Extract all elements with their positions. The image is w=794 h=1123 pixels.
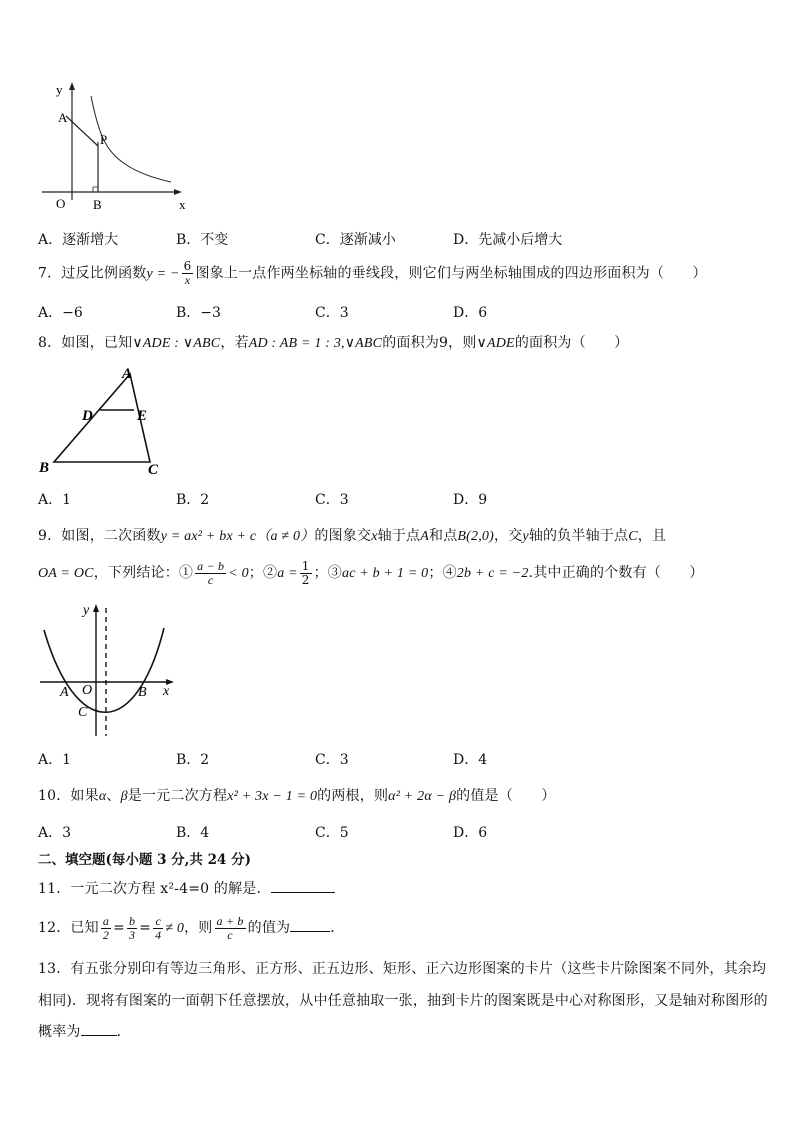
- fig9-label-C: C: [78, 705, 88, 720]
- q10-equation: x² + 3x − 1 = 0: [227, 789, 318, 804]
- q12-f2-den: 3: [128, 927, 136, 942]
- q9-f2-num: 1: [301, 558, 310, 573]
- q10-question: [38, 785, 556, 805]
- q9-function: y = ax² + bx + c（a ≠ 0）: [160, 529, 315, 544]
- q10-prefix: 10．如果: [38, 788, 99, 804]
- q12-answer-blank[interactable]: [290, 931, 330, 932]
- q12-suffix: 的值为: [247, 920, 291, 936]
- fig9-label-y: y: [83, 603, 90, 618]
- q9-option-b: B．2: [176, 752, 210, 768]
- q10-option-b: B．4: [176, 825, 210, 841]
- q9-lt-zero: < 0: [228, 566, 249, 581]
- fig6-label-y: y: [56, 82, 63, 97]
- q12-frac-a: [101, 915, 111, 942]
- q9-point-C: C: [628, 529, 638, 544]
- q12-f3-den: 4: [155, 927, 162, 942]
- q12-frac-c: [153, 915, 163, 942]
- q9-point-B: B(2,0): [457, 529, 494, 544]
- q7-option-b: B．−3: [176, 305, 221, 321]
- q9-f1-den: c: [195, 573, 226, 587]
- q13-line-3: [38, 1021, 131, 1041]
- q9-point-A: A: [420, 529, 430, 544]
- q9-text-c: 轴于点: [377, 528, 421, 544]
- q12-end: ．: [330, 920, 345, 936]
- q13-line-1: 13．有五张分别印有等边三角形、正方形、正五边形、矩形、正六边形图案的卡片（这些卡片除图案不同外，其余均: [38, 961, 767, 977]
- q8-text-2: ，若: [220, 335, 249, 351]
- q8-option-a: A．1: [38, 492, 72, 508]
- q7-option-c: C．3: [315, 305, 349, 321]
- q12-condition: ≠ 0: [165, 921, 185, 936]
- q8-option-d: D．9: [453, 492, 488, 508]
- q9-f1-num: a − b: [197, 558, 225, 573]
- q9-conclusion-3: ac + b + 1 = 0: [342, 566, 429, 581]
- q7-question: [38, 260, 707, 288]
- q13-end: ．: [116, 1024, 131, 1040]
- q9-text-b: 的图象交: [314, 528, 372, 544]
- fig9-label-x: x: [163, 684, 170, 699]
- fig9-label-B: B: [138, 685, 147, 700]
- q11-question: [38, 878, 335, 898]
- q9-a-eq: a =: [277, 566, 298, 581]
- q12-frac-target: [215, 915, 246, 942]
- q10-mid2: 的两根，则: [317, 788, 389, 804]
- q10-option-c: C．5: [315, 825, 349, 841]
- q8-triangle-ade: ∨ADE: [476, 336, 515, 351]
- q8-text-4: ，则: [448, 335, 477, 351]
- q9-text-2d: ；②: [248, 565, 278, 581]
- fig6-label-x: x: [179, 197, 186, 212]
- q8-text-3: 的面积为: [382, 335, 440, 351]
- q8-similar: ∨ADE : ∨ABC: [132, 336, 221, 351]
- q9-option-a: A．1: [38, 752, 72, 768]
- fig6-label-P: P: [100, 132, 108, 147]
- fig6-label-A: A: [58, 110, 68, 125]
- q7-option-a: A．−6: [38, 305, 83, 321]
- q9-figure: [36, 600, 186, 740]
- q9-text-2j: .其中正确的个数有（ ）: [528, 565, 704, 581]
- fig6-label-B: B: [93, 197, 102, 212]
- q9-text-g: ，且: [637, 528, 667, 544]
- q8-text-5: 的面积为（ ）: [514, 335, 629, 351]
- q7-prefix: 7．过反比例函数: [38, 265, 147, 282]
- q12-prefix: 12．已知: [38, 920, 99, 936]
- q12-frac-b: [127, 915, 137, 942]
- q9-y: y: [522, 529, 529, 544]
- fig8-label-E: E: [137, 408, 148, 424]
- fig8-label-C: C: [148, 462, 159, 478]
- q13-line-3-text: 概率为: [38, 1024, 81, 1040]
- fig9-label-O: O: [82, 683, 93, 698]
- q12-question: 12．已知 $\frac{a}{2}$ = $\frac{b}{3}$ = $\frac{c}{4}$ ≠ 0，则 $\frac{a + b}{c}$ 的值为 ．: [38, 913, 345, 942]
- q13-line-2: 相同)．现将有图案的一面朝下任意摆放，从中任意抽取一张，抽到卡片的图案既是中心对称图形，又是轴对称图形的: [38, 993, 768, 1009]
- q10-mid: 是一元二次方程: [127, 788, 228, 804]
- q10-sep: 、: [106, 788, 121, 804]
- q9-conclusion-4: 2b + c = −2: [456, 566, 529, 581]
- q9-x: x: [371, 529, 378, 544]
- fig8-label-D: D: [82, 408, 93, 424]
- q9-text-d: 和点: [429, 528, 458, 544]
- q12-f1-den: 2: [102, 927, 110, 942]
- q8-text-1: 8．如图，已知: [38, 335, 133, 351]
- q12-f1-num: a: [102, 913, 110, 928]
- q9-text-2h: ；④: [428, 565, 457, 581]
- q7-option-d: D．6: [453, 305, 488, 321]
- q9-text-f: 轴的负半轴于点: [528, 528, 629, 544]
- q6-option-b: B．不变: [176, 232, 229, 248]
- q9-f2-den: 2: [301, 572, 310, 587]
- q9-option-c: C．3: [315, 752, 349, 768]
- q9-option-d: D．4: [453, 752, 488, 768]
- fig6-label-O: O: [56, 196, 66, 211]
- q8-ratio: AD : AB = 1 : 3,∨ABC: [248, 336, 383, 351]
- section-title: 二、填空题(每小题 3 分,共 24 分): [38, 852, 251, 868]
- q6-option-d: D．先减小后增大: [453, 232, 563, 248]
- q8-figure: [36, 362, 176, 482]
- q6-option-c: C．逐渐减小: [315, 232, 396, 248]
- q10-alpha: α: [98, 789, 107, 804]
- q13-answer-blank[interactable]: [81, 1035, 117, 1036]
- q11-answer-blank[interactable]: [271, 892, 335, 893]
- q7-func: y = −: [146, 266, 180, 282]
- q10-suffix: 的值是（ ）: [456, 788, 556, 804]
- q12-f4-num: a + b: [216, 913, 244, 928]
- q10-option-a: A．3: [38, 825, 72, 841]
- q9-text-2f: ；③: [313, 565, 343, 581]
- q12-f2-num: b: [128, 913, 136, 928]
- q7-frac-den: x: [182, 273, 194, 287]
- q9-fraction-2: [300, 560, 312, 587]
- q10-beta: β: [120, 789, 128, 804]
- q9-line-1: [38, 525, 666, 545]
- q6-option-a: A．逐渐增大: [38, 232, 119, 248]
- q6-figure: [36, 76, 196, 216]
- q9-oa-oc: OA = OC: [38, 566, 94, 581]
- q12-f4-den: c: [215, 928, 246, 942]
- q10-expression: α² + 2α − β: [388, 789, 457, 804]
- q12-f3-num: c: [155, 913, 161, 928]
- q8-area: 9: [439, 335, 449, 351]
- q7-suffix: 图象上一点作两坐标轴的垂线段，则它们与两坐标轴围成的四边形面积为（ ）: [195, 265, 707, 282]
- q8-option-c: C．3: [315, 492, 349, 508]
- q7-fraction: [182, 260, 194, 287]
- q12-mid: ，则: [184, 920, 213, 936]
- q9-text-a: 9．如图，二次函数: [38, 528, 161, 544]
- q7-frac-num: 6: [183, 259, 192, 273]
- fig8-label-B: B: [39, 460, 50, 476]
- q8-question: [38, 332, 628, 352]
- q9-text-e: ，交: [494, 528, 523, 544]
- q9-fraction-1: [195, 560, 226, 587]
- q9-text-2b: ，下列结论：①: [93, 565, 194, 581]
- q10-option-d: D．6: [453, 825, 488, 841]
- fig9-label-A: A: [60, 685, 69, 700]
- q9-line-2: [38, 558, 704, 589]
- fig8-label-A: A: [122, 366, 133, 382]
- q11-text: 11．一元二次方程 x²-4=0 的解是．: [38, 881, 271, 897]
- q8-option-b: B．2: [176, 492, 210, 508]
